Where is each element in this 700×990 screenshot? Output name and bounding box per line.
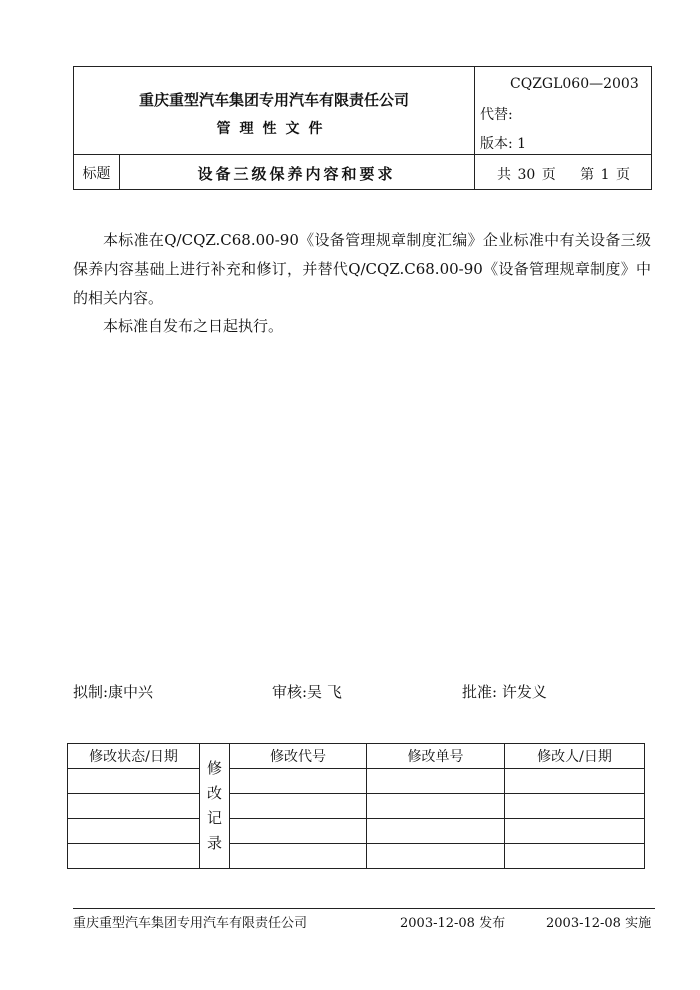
drafter-signature: 拟制:康中兴 (73, 683, 154, 701)
replaces-label: 代替: (480, 107, 513, 123)
revision-table (67, 743, 645, 869)
body-paragraph: 本标准在Q/CQZ.C68.00-90《设备管理规章制度汇编》企业标准中有关设备三级保养内容基础上进行补充和修订，并替代Q/CQZ.C68.00-90《设备管理规章制度》中的相关内容。 (73, 231, 651, 307)
column-header: 修改人/日期 (505, 744, 645, 769)
table-row (68, 744, 645, 769)
table-row (68, 794, 645, 819)
header-table (73, 66, 652, 190)
footer-company: 重庆重型汽车集团专用汽车有限责任公司 (73, 916, 308, 931)
column-header: 修改状态/日期 (68, 744, 200, 769)
footer-issue-date: 2003-12-08 发布 (400, 916, 506, 931)
column-header: 修改单号 (367, 744, 505, 769)
column-header: 修改代号 (230, 744, 367, 769)
table-row (68, 819, 645, 844)
approver-signature: 批准: 许发义 (462, 683, 547, 701)
page-info (474, 164, 653, 184)
body-paragraph: 本标准自发布之日起执行。 (103, 317, 284, 335)
company-name: 重庆重型汽车集团专用汽车有限责任公司 (138, 91, 409, 109)
document-subject: 设备三级保养内容和要求 (197, 165, 396, 183)
revision-record-label: 修 改 记 录 (200, 744, 230, 869)
page-number: 第 1 页 (580, 167, 630, 183)
subject-label: 标题 (82, 166, 111, 182)
footer-divider (73, 908, 655, 909)
reviewer-signature: 审核:吴 飞 (272, 683, 342, 701)
table-row (68, 844, 645, 869)
document-code: CQZGL060—2003 (510, 76, 639, 92)
table-row (68, 769, 645, 794)
document-type: 管理性文件 (216, 121, 332, 137)
total-pages: 共 30 页 (497, 167, 556, 183)
version-label: 版本: 1 (480, 136, 527, 152)
header-divider-horizontal (74, 154, 651, 155)
footer-effective-date: 2003-12-08 实施 (546, 916, 652, 931)
